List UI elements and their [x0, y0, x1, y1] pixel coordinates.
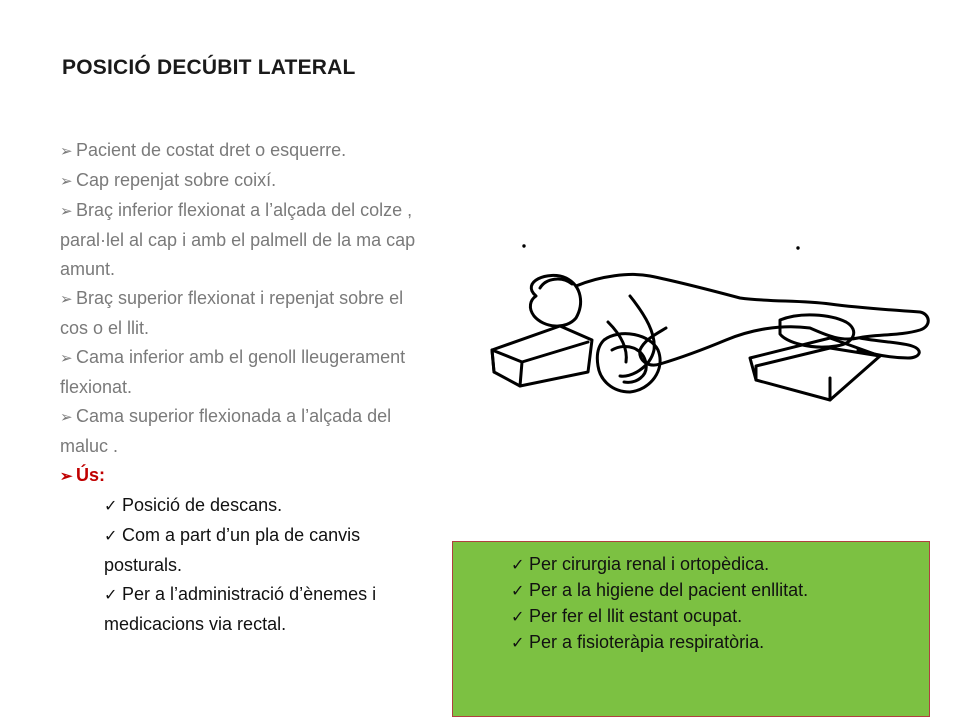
- arrow-bullet-icon: ➢: [60, 350, 73, 367]
- description-list: [60, 136, 426, 639]
- list-item: ✓ Posició de descans.: [104, 491, 426, 521]
- list-item: ➢ Pacient de costat dret o esquerre.: [60, 136, 426, 166]
- list-item: ➢ Cama inferior amb el genoll lleugerament flexionat.: [60, 343, 426, 402]
- check-icon: ✓: [104, 498, 118, 515]
- check-icon: ✓: [511, 609, 525, 626]
- arrow-bullet-icon: ➢: [60, 468, 73, 485]
- arrow-bullet-icon: ➢: [60, 143, 73, 160]
- check-icon: ✓: [511, 557, 525, 574]
- uses-list: [104, 491, 426, 639]
- check-icon: ✓: [511, 583, 525, 600]
- arrow-bullet-icon: ➢: [60, 203, 73, 220]
- check-icon: ✓: [104, 528, 118, 545]
- list-item: ➢ Cap repenjat sobre coixí.: [60, 166, 426, 196]
- list-item: ✓ Per a fisioteràpia respiratòria.: [511, 630, 808, 656]
- list-item: ➢ Braç inferior flexionat a l’alçada del colze , paral·lel al cap i amb el palmell de la ma cap amunt.: [60, 196, 426, 284]
- check-icon: ✓: [511, 635, 525, 652]
- list-item: ✓ Com a part d’un pla de canvis posturals.: [104, 521, 426, 580]
- list-item: ✓ Per a la higiene del pacient enllitat.: [511, 578, 808, 604]
- lateral-position-illustration: [480, 230, 940, 430]
- uses-highlight-box: [452, 541, 930, 717]
- list-item: ➢ Braç superior flexionat i repenjat sobre el cos o el llit.: [60, 284, 426, 343]
- check-icon: ✓: [104, 587, 118, 604]
- uses-heading: ➢ Ús:: [60, 461, 426, 491]
- list-item: ✓ Per cirurgia renal i ortopèdica.: [511, 552, 808, 578]
- list-item: ✓ Per a l’administració d’ènemes i medicacions via rectal.: [104, 580, 426, 639]
- list-item: ✓ Per fer el llit estant ocupat.: [511, 604, 808, 630]
- list-item: ➢ Cama superior flexionada a l’alçada del maluc .: [60, 402, 426, 461]
- arrow-bullet-icon: ➢: [60, 173, 73, 190]
- arrow-bullet-icon: ➢: [60, 291, 73, 308]
- page-title: POSICIÓ DECÚBIT LATERAL: [62, 56, 356, 79]
- arrow-bullet-icon: ➢: [60, 409, 73, 426]
